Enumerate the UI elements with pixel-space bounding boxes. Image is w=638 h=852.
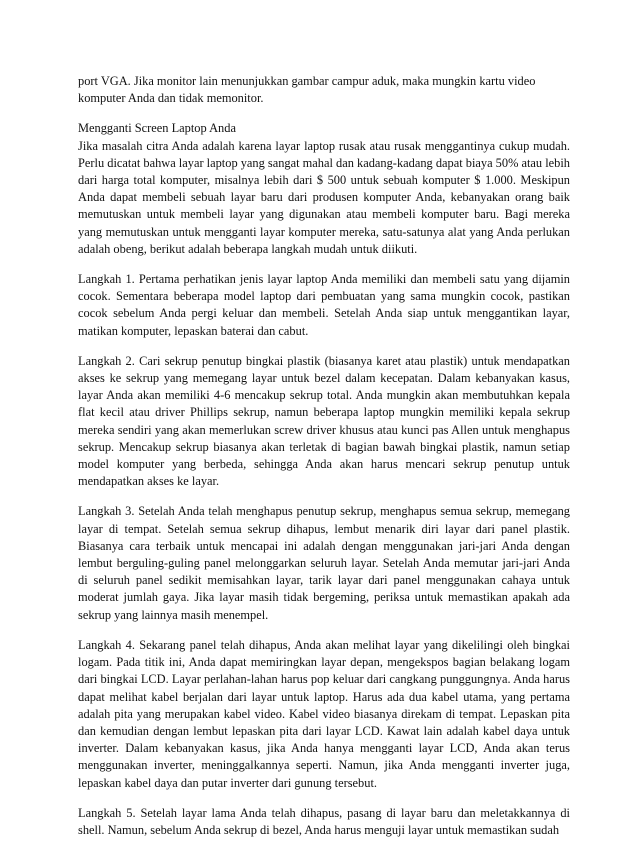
section-body-paragraph: Jika masalah citra Anda adalah karena layar laptop rusak atau rusak menggantinya cukup mudah. Perlu dicatat bahwa layar laptop yang sangat mahal dan kadang-kadang dapat biaya 50% atau lebih dari harga total komputer, misalnya lebih dari $ 500 untuk sebuah komputer $ 1.000. Meskipun Anda dapat membeli sebuah layar baru dari produsen komputer Anda, kebanyakan orang baik memutuskan untuk membeli layar yang digunakan atau membeli komputer baru. Bagi mereka yang memutuskan untuk mengganti layar komputer mereka, satu-satunya alat yang Anda perlukan adalah obeng, berikut adalah beberapa langkah mudah untuk diikuti. bbox=[78, 138, 570, 256]
step-4-paragraph: Langkah 4. Sekarang panel telah dihapus, Anda akan melihat layar yang dikelilingi oleh bingkai logam. Pada titik ini, Anda dapat memiringkan layar depan, mengekspos bagian belakang logam dari bingkai LCD. Layar perlahan-lahan harus pop keluar dari cangkang punggungnya. Anda harus dapat melihat kabel berjalan dari layar untuk laptop. Harus ada dua kabel utama, yang pertama adalah pita yang merupakan kabel video. Kabel video biasanya direkam di tempat. Lepaskan pita dan kemudian dengan lembut lepaskan pita dari layar LCD. Kawat lain adalah kabel daya untuk inverter. Dalam kebanyakan kasus, jika Anda hanya mengganti layar LCD, Anda akan terus menggunakan inverter, meninggalkannya seperti. Namun, jika Anda mengganti inverter juga, lepaskan kabel daya dan putar inverter dari gunung tersebut. bbox=[78, 637, 570, 790]
section-title: Mengganti Screen Laptop Anda bbox=[78, 121, 236, 136]
step-2-paragraph: Langkah 2. Cari sekrup penutup bingkai plastik (biasanya karet atau plastik) untuk mendapatkan akses ke sekrup yang memegang layar untuk bezel dalam kecepatan. Dalam kebanyakan kasus, layar Anda akan memiliki 4-6 mencakup sekrup total. Anda mungkin akan membutuhkan kepala flat kecil atau driver Phillips sekrup, namun beberapa laptop mungkin memiliki kepala sekrup mereka sendiri yang akan memerlukan screw driver khusus atau kunci pas Allen untuk menghapus sekrup. Mencakup sekrup biasanya akan terletak di bagian bawah bingkai plastik, namun setiap model komputer yang berbeda, sehingga Anda akan harus mencari sekrup penutup untuk mendapatkan akses ke layar. bbox=[78, 353, 570, 489]
step-5-paragraph: Langkah 5. Setelah layar lama Anda telah dihapus, pasang di layar baru dan meletakkannya di shell. Namun, sebelum Anda sekrup di bezel, Anda harus menguji layar untuk memastikan sudah bbox=[78, 805, 570, 837]
document-page bbox=[78, 73, 570, 852]
step-3-paragraph: Langkah 3. Setelah Anda telah menghapus penutup sekrup, menghapus semua sekrup, memegang layar di tempat. Setelah semua sekrup dihapus, lembut menarik diri layar dari panel plastik. Biasanya cara terbaik untuk mencapai ini adalah dengan menggunakan jari-jari Anda dengan lembut berguling-guling panel melonggarkan seluruh layar. Setelah Anda memutar jari-jari Anda di seluruh panel sedikit memisahkan layar, tarik layar dari panel menggunakan cahaya untuk moderat jumlah gaya. Jika layar masih tidak bergeming, periksa untuk memastikan apakah ada sekrup yang lainnya masih menempel. bbox=[78, 504, 570, 622]
intro-paragraph: port VGA. Jika monitor lain menunjukkan gambar campur aduk, maka mungkin kartu video komputer Anda dan tidak memonitor. bbox=[78, 74, 536, 106]
step-1-paragraph: Langkah 1. Pertama perhatikan jenis layar laptop Anda memiliki dan membeli satu yang dijamin cocok. Sementara beberapa model laptop dari pembuatan yang sama mungkin cocok, pastikan cocok sebelum Anda pergi keluar dan membeli. Setelah Anda siap untuk menggantikan layar, matikan komputer, lepaskan baterai dan cabut. bbox=[78, 272, 570, 338]
